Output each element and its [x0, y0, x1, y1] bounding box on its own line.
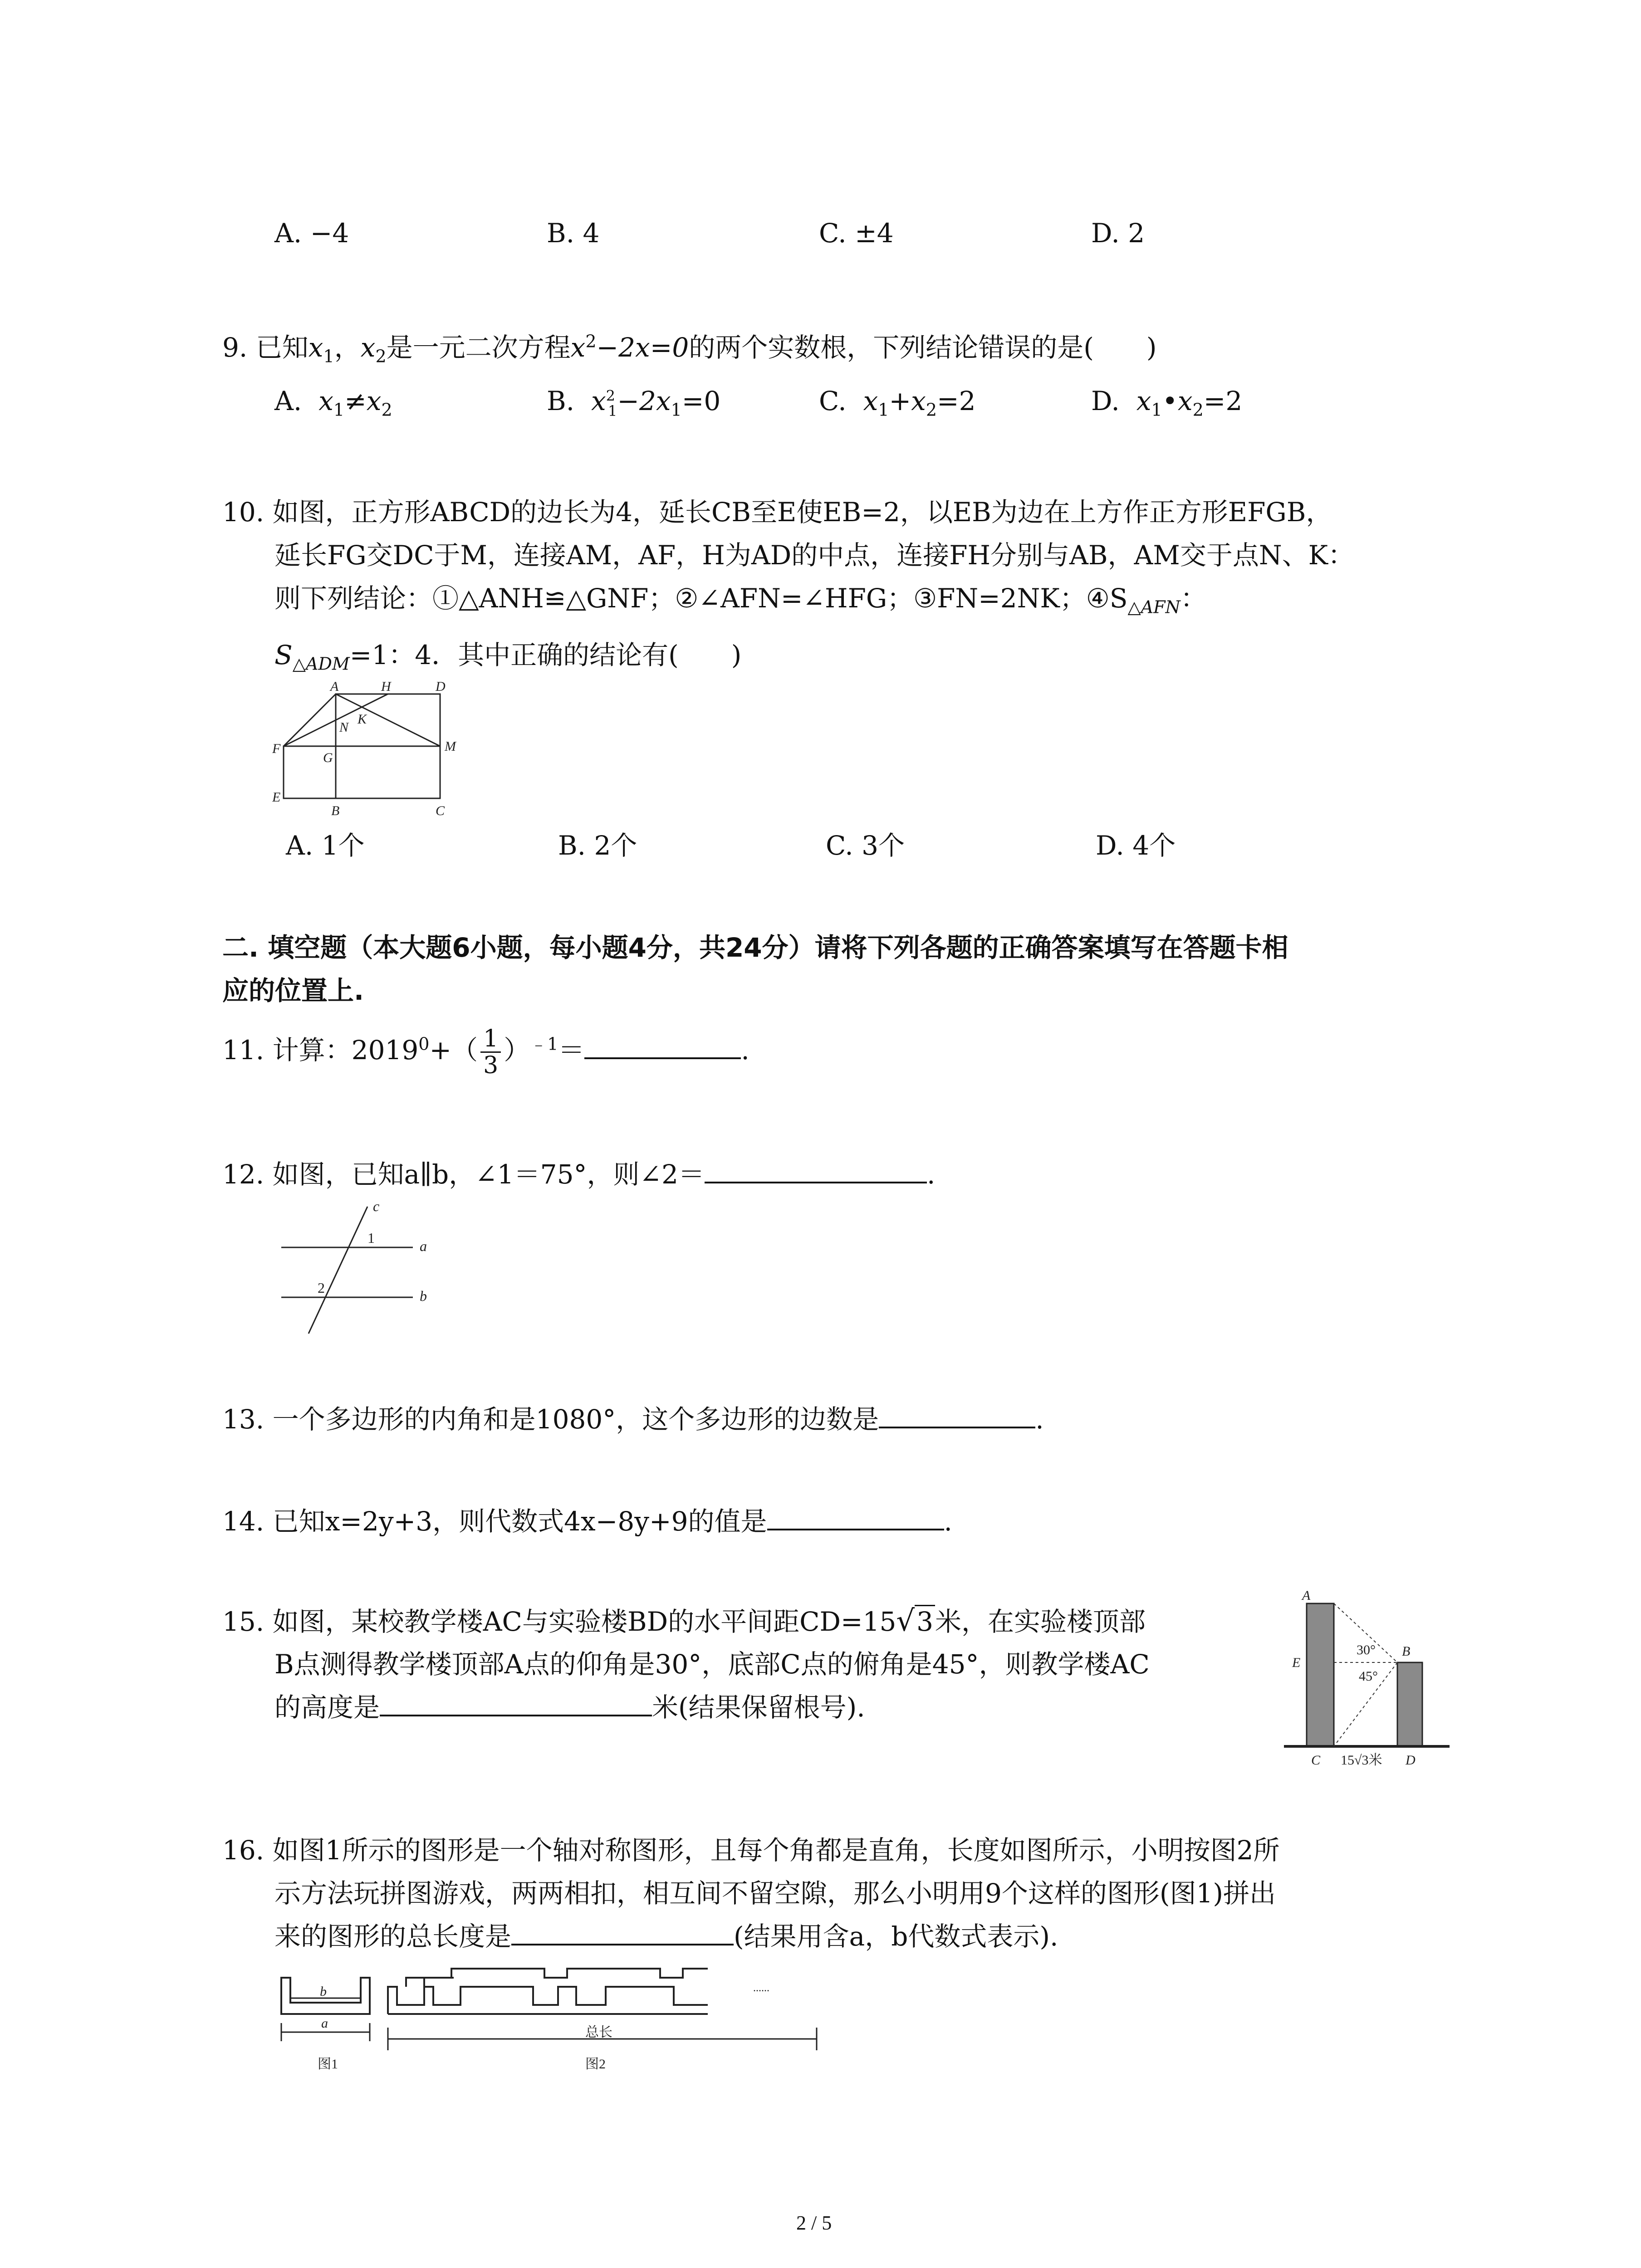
q14: 14. 已知x=2y+3，则代数式4x−8y+9的值是 .: [222, 1506, 952, 1537]
q10-line-1: 10. 如图，正方形ABCD的边长为4，延长CB至E使EB=2，以EB为边在上方作正方形EFGB，: [222, 497, 1332, 528]
q12-label-2: 2: [318, 1280, 325, 1296]
q11: 11. 计算：$2019^0+$（ $\frac{1}{3}$ ）$^{﹣1}$＝ .: [222, 1025, 749, 1080]
q10-label-F: F: [272, 741, 281, 756]
q14-answer-blank[interactable]: [767, 1528, 944, 1530]
q10-label-D: D: [436, 679, 446, 694]
q15-label-A: A: [1302, 1590, 1311, 1603]
q12: 12. 如图，已知a∥b，∠1＝75°，则∠2＝ .: [222, 1159, 936, 1190]
q10-option-d: D. 4个: [1096, 830, 1176, 861]
q16-label-figure-2: 图2: [585, 2057, 606, 2072]
q8-option-d: D. 2: [1091, 218, 1145, 249]
q16-answer-blank[interactable]: [511, 1943, 734, 1945]
q8-option-c: C. ±4: [819, 218, 894, 249]
q12-answer-blank[interactable]: [705, 1181, 927, 1183]
section-2-heading-line-2: 应的位置上.: [222, 975, 364, 1006]
q10-option-a: A. 1个: [286, 830, 365, 861]
q13-answer-blank[interactable]: [879, 1426, 1035, 1428]
q13: 13. 一个多边形的内角和是1080°，这个多边形的边数是 .: [222, 1404, 1044, 1435]
q9-x2: x: [360, 332, 376, 363]
q9-number: 9.: [222, 332, 248, 363]
q16-label-a: a: [321, 2016, 328, 2031]
q15-line-2: B点测得教学楼顶部A点的仰角是30°，底部C点的俯角是45°，则教学楼AC: [274, 1649, 1150, 1680]
q12-label-a: a: [420, 1238, 427, 1254]
q15-answer-blank[interactable]: [380, 1714, 652, 1716]
q10-label-C: C: [436, 803, 445, 818]
q10-label-H: H: [381, 679, 391, 694]
q16-figure: [272, 1960, 839, 2105]
q15-line-1: 15. 如图，某校教学楼AC与实验楼BD的水平间距CD=15√3米，在实验楼顶部: [222, 1604, 1146, 1638]
q15-label-B: B: [1402, 1644, 1411, 1659]
q9-option-d: D. $x_1•x_2=2$: [1091, 386, 1243, 420]
q8-option-b: B. 4: [547, 218, 600, 249]
q9-equation: −2x=0: [596, 332, 689, 363]
q16-label-total-length: 总长: [585, 2025, 612, 2040]
q15-label-E: E: [1292, 1655, 1301, 1670]
q12-label-1: 1: [367, 1230, 375, 1246]
q10-label-B: B: [331, 803, 340, 818]
q10-label-K: K: [358, 712, 367, 727]
q15-label-D: D: [1406, 1753, 1416, 1768]
q10-figure: [272, 678, 463, 828]
q11-answer-blank[interactable]: [584, 1057, 741, 1059]
q10-label-M: M: [445, 739, 456, 754]
q15-figure: [1284, 1590, 1452, 1771]
q10-option-c: C. 3个: [826, 830, 905, 861]
q9-stem-pre: 已知: [255, 332, 309, 363]
q10-label-E: E: [272, 790, 281, 805]
q8-option-a: A. −4: [274, 218, 349, 249]
q10-line-4: $S_{\triangle ADM}=1$：4．其中正确的结论有( ): [274, 640, 742, 674]
q9-option-c: C. $x_1+x_2=2$: [819, 386, 976, 420]
q10-option-b: B. 2个: [558, 830, 637, 861]
q9-x1: x: [308, 332, 323, 363]
q9-option-b: B. $x^2_1-2x_1=0$: [547, 386, 721, 420]
q11-fraction: $\frac{1}{3}$: [480, 1026, 501, 1078]
q15-label-cd: 15√3米: [1341, 1753, 1382, 1768]
q9-option-a: A. $x_1\ne x_2$: [274, 386, 392, 420]
q10-label-A: A: [330, 679, 339, 694]
q9-stem-mid: 是一元二次方程: [386, 332, 571, 363]
q16-line-3: 来的图形的总长度是 (结果用含a，b代数式表示).: [274, 1921, 1058, 1952]
q9-sep: ，: [334, 332, 361, 363]
q16-label-ellipsis: ......: [753, 1982, 769, 1994]
q10-line-3: 则下列结论：①△ANH≌△GNF；②∠AFN=∠HFG；③FN=2NK；$④S_{\triangle AFN}$：: [274, 583, 1207, 617]
q15-label-30: 30°: [1357, 1642, 1376, 1657]
q12-figure: [272, 1198, 436, 1343]
q10-label-N: N: [339, 720, 349, 735]
q10-label-G: G: [323, 750, 333, 765]
q16-label-figure-1: 图1: [318, 2057, 338, 2072]
q15-label-C: C: [1311, 1753, 1321, 1768]
q16-line-1: 16. 如图1所示的图形是一个轴对称图形，且每个角都是直角，长度如图所示，小明按图2所: [222, 1835, 1280, 1866]
page-number: 2 / 5: [796, 2212, 832, 2234]
q9-stem-post: 的两个实数根，下列结论错误的是( ): [689, 332, 1157, 363]
q10-line-2: 延长FG交DC于M，连接AM，AF，H为AD的中点，连接FH分别与AB，AM交于点N、K：: [274, 540, 1354, 571]
q16-line-2: 示方法玩拼图游戏，两两相扣，相互间不留空隙，那么小明用9个这样的图形(图1)拼出: [274, 1878, 1276, 1909]
q12-label-c: c: [373, 1198, 380, 1214]
q15-line-3: 的高度是 米(结果保留根号).: [274, 1692, 865, 1723]
q9-stem: 9. 已知$x_1$，$x_2$是一元二次方程$x^2-2x=0$的两个实数根，下列结论错误的是( ): [222, 331, 1157, 367]
q12-label-b: b: [420, 1288, 427, 1304]
q16-label-b: b: [320, 1984, 327, 1999]
q15-label-45: 45°: [1359, 1669, 1378, 1684]
section-2-heading-line-1: 二. 填空题（本大题6小题，每小题4分，共24分）请将下列各题的正确答案填写在答题卡相: [222, 932, 1288, 963]
